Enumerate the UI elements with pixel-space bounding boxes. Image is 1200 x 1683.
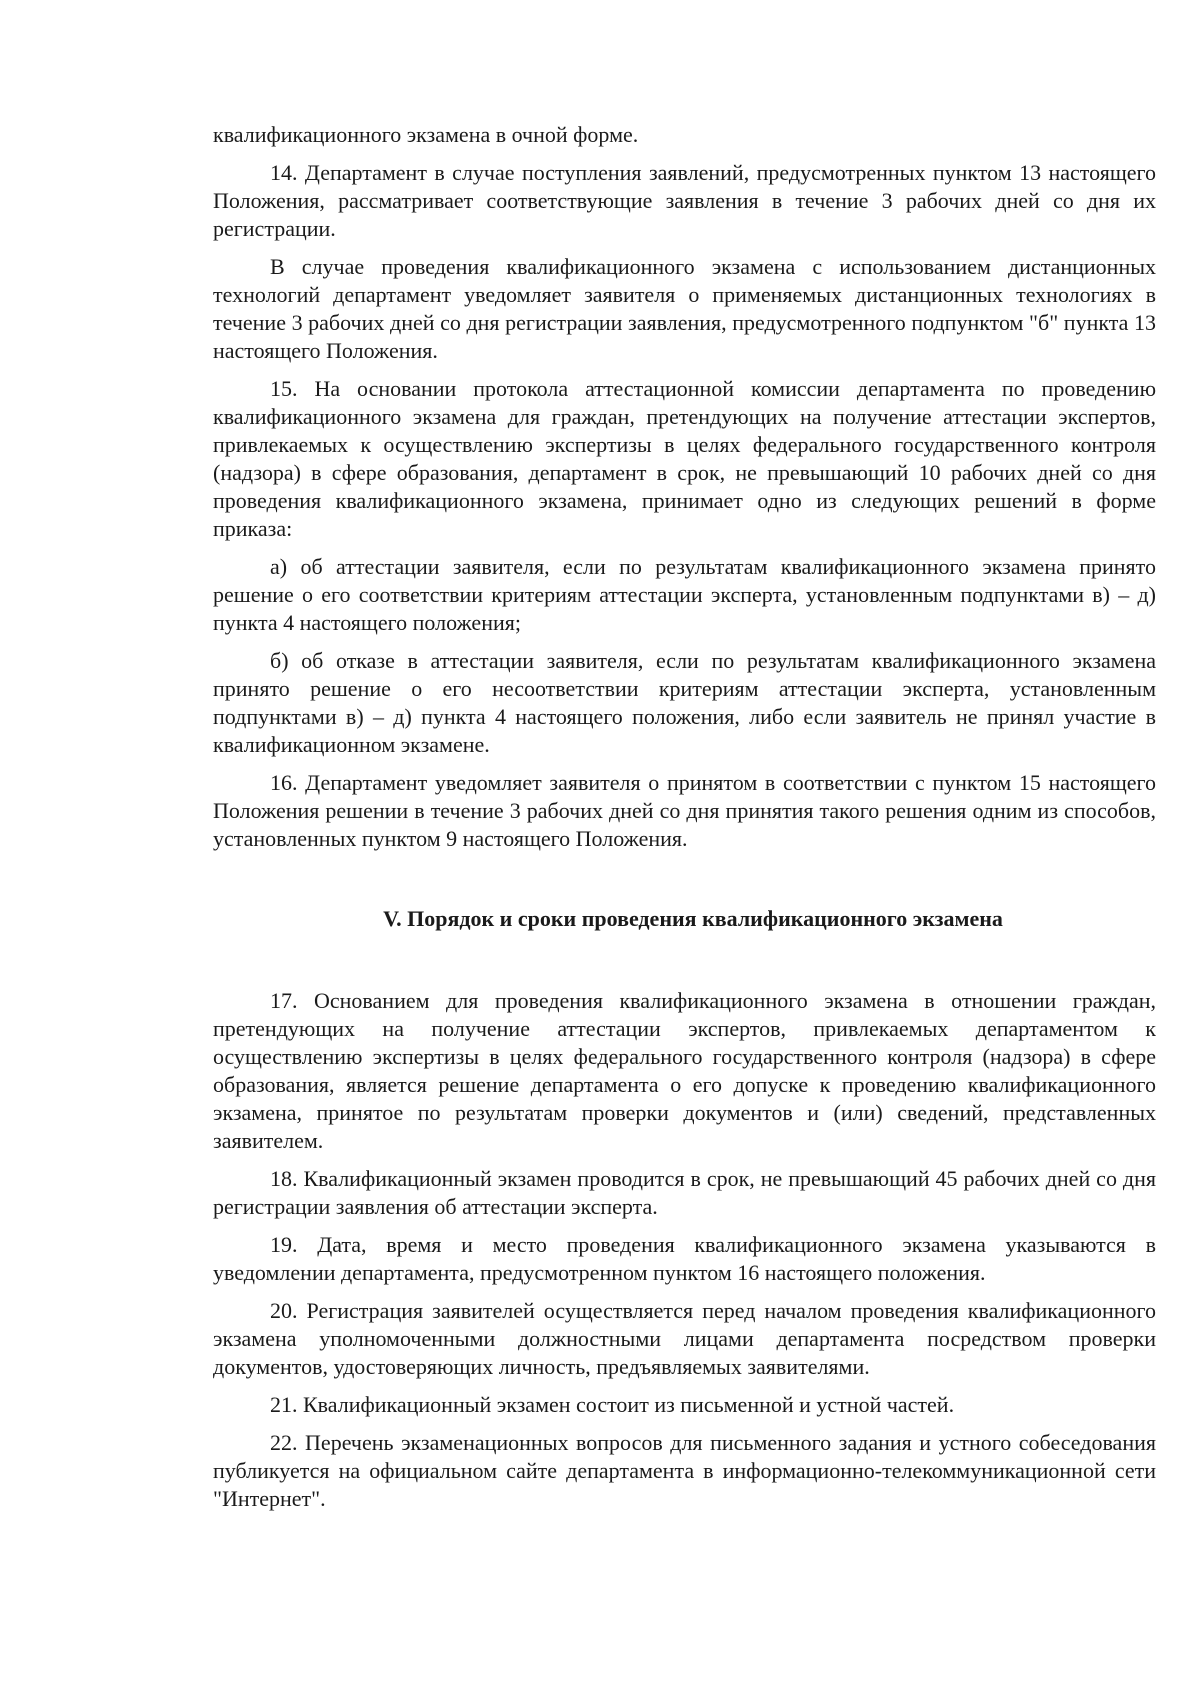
paragraph-19: 19. Дата, время и место проведения квалификационного экзамена указываются в уведомлении департамента, предусмотренном пунктом 16 настоящего положения.	[213, 1232, 1156, 1285]
paragraph-22: 22. Перечень экзаменационных вопросов для письменного задания и устного собеседования публикуется на официальном сайте департамента в информационно-телекоммуникационной сети "Интернет".	[213, 1430, 1156, 1511]
paragraph-14: 14. Департамент в случае поступления заявлений, предусмотренных пунктом 13 настоящего Положения, рассматривает соответствующие заявления в течение 3 рабочих дней со дня их регистрации.	[213, 160, 1156, 241]
paragraph-21: 21. Квалификационный экзамен состоит из письменной и устной частей.	[270, 1392, 955, 1417]
spacer	[213, 933, 1156, 987]
section-heading: V. Порядок и сроки проведения квалификационного экзамена	[383, 906, 1003, 931]
paragraph-20: 20. Регистрация заявителей осуществляется перед началом проведения квалификационного экзамена уполномоченными должностными лицами департамента посредством проверки документов, удостоверяющих личность, предъявляемых заявителями.	[213, 1298, 1156, 1379]
document-body	[213, 121, 1156, 1523]
paragraph-15: 15. На основании протокола аттестационной комиссии департамента по проведению квалификационного экзамена для граждан, претендующих на получение аттестации экспертов, привлекаемых к осуществлению экспертизы в целях федерального государственного контроля (надзора) в сфере образования, департамент в срок, не превышающий 10 рабочих дней со дня проведения квалификационного экзамена, принимает одно из следующих решений в форме приказа:	[213, 376, 1156, 541]
paragraph-17: 17. Основанием для проведения квалификационного экзамена в отношении граждан, претендующих на получение аттестации экспертов, привлекаемых департаментом к осуществлению экспертизы в целях федерального государственного контроля (надзора) в сфере образования, является решение департамента о его допуске к проведению квалификационного экзамена, принятое по результатам проверки документов и (или) сведений, представленных заявителем.	[213, 988, 1156, 1153]
paragraph-16: 16. Департамент уведомляет заявителя о принятом в соответствии с пунктом 15 настоящего Положения решении в течение 3 рабочих дней со дня принятия такого решения одним из способов, установленных пунктом 9 настоящего Положения.	[213, 770, 1156, 851]
paragraph-14-remote: В случае проведения квалификационного экзамена с использованием дистанционных технологий департамент уведомляет заявителя о применяемых дистанционных технологиях в течение 3 рабочих дней со дня регистрации заявления, предусмотренного подпунктом "б" пункта 13 настоящего Положения.	[213, 254, 1156, 363]
paragraph-15-b: б) об отказе в аттестации заявителя, если по результатам квалификационного экзамена принято решение о его несоответствии критериям аттестации эксперта, установленным подпунктами в) – д) пункта 4 настоящего положения, либо если заявитель не принял участие в квалификационном экзамене.	[213, 648, 1156, 757]
paragraph-continuation: квалификационного экзамена в очной форме.	[213, 122, 639, 147]
spacer	[213, 863, 1156, 905]
paragraph-15-a: а) об аттестации заявителя, если по результатам квалификационного экзамена принято решение о его соответствии критериям аттестации эксперта, установленным подпунктами в) – д) пункта 4 настоящего положения;	[213, 554, 1156, 635]
paragraph-18: 18. Квалификационный экзамен проводится в срок, не превышающий 45 рабочих дней со дня регистрации заявления об аттестации эксперта.	[213, 1166, 1156, 1219]
